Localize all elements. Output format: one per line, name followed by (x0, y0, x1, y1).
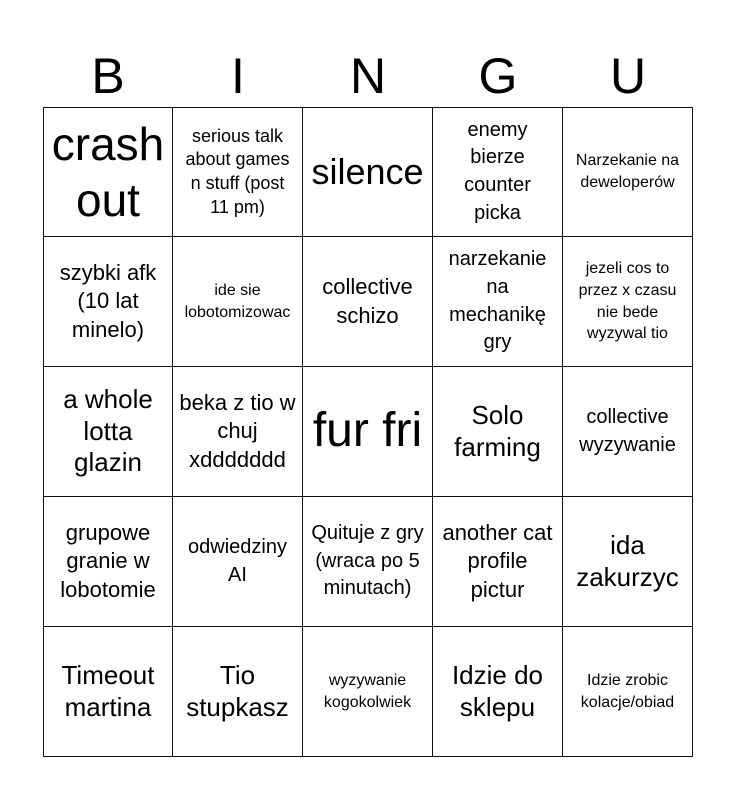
bingo-header (43, 44, 693, 108)
header-letter-g: G (478, 48, 518, 104)
cell-text: Timeout martina (61, 659, 155, 722)
cell-text: jezeli cos to przez x czasu nie bede wyzywal tio (578, 260, 677, 343)
bingo-cell-r5c4[interactable] (433, 627, 563, 757)
cell-text: fur fri (312, 404, 423, 458)
cell-text: Quituje z gry (wraca po 5 minutach) (311, 522, 424, 600)
bingo-cell-r4c3[interactable] (303, 497, 433, 627)
bingo-cell-r5c2[interactable] (173, 627, 303, 757)
cell-text: enemy bierze counter picka (464, 118, 531, 224)
bingo-cell-r1c2[interactable] (173, 107, 303, 237)
cell-text: Idzie zrobic kolacje/obiad (580, 671, 675, 711)
bingo-cell-r4c4[interactable] (433, 497, 563, 627)
cell-text: wyzywanie kogokolwiek (323, 671, 412, 711)
bingo-cell-r3c3[interactable] (303, 367, 433, 497)
cell-text: Idzie do sklepu (451, 659, 544, 722)
cell-text: Solo farming (454, 399, 541, 462)
header-letter-u: U (609, 48, 647, 104)
bingo-board (43, 107, 693, 757)
cell-text: szybki afk (10 lat minelo) (59, 259, 157, 342)
bingo-cell-r1c3[interactable] (303, 107, 433, 237)
header-letter-n: N (349, 48, 387, 104)
cell-text: collective wyzywanie (579, 405, 676, 456)
bingo-cell-r2c2[interactable] (173, 237, 303, 367)
bingo-cell-r1c4[interactable] (433, 107, 563, 237)
cell-text: odwiedziny AI (188, 535, 287, 586)
cell-text: crash out (51, 117, 165, 226)
cell-text: a whole lotta glazin (63, 383, 153, 478)
cell-text: beka z tio w chuj xddddddd (179, 389, 296, 472)
bingo-cell-r3c5[interactable] (563, 367, 693, 497)
cell-text: collective schizo (322, 273, 413, 328)
bingo-cell-r5c1[interactable] (43, 627, 173, 757)
cell-text: Tio stupkasz (186, 659, 289, 722)
bingo-cell-r2c3[interactable] (303, 237, 433, 367)
bingo-cell-r5c5[interactable] (563, 627, 693, 757)
cell-text: narzekanie na mechanikę gry (448, 248, 547, 354)
bingo-cell-r2c1[interactable] (43, 237, 173, 367)
bingo-cell-r4c2[interactable] (173, 497, 303, 627)
cell-text: another cat profile pictur (442, 519, 553, 602)
bingo-cell-r3c1[interactable] (43, 367, 173, 497)
cell-text: Narzekanie na deweloperów (575, 152, 680, 191)
header-letter-i: I (231, 48, 245, 104)
header-letter-b: B (91, 48, 125, 104)
bingo-cell-r1c1[interactable] (43, 107, 173, 237)
cell-text: ida zakurzyc (576, 529, 679, 592)
cell-text: grupowe granie w lobotomie (60, 519, 156, 602)
bingo-cell-r3c2[interactable] (173, 367, 303, 497)
cell-text: silence (311, 151, 424, 193)
cell-text: ide sie lobotomizowac (184, 281, 291, 321)
bingo-cell-r2c5[interactable] (563, 237, 693, 367)
bingo-cell-r4c1[interactable] (43, 497, 173, 627)
bingo-cell-r5c3[interactable] (303, 627, 433, 757)
bingo-cell-r4c5[interactable] (563, 497, 693, 627)
bingo-cell-r3c4[interactable] (433, 367, 563, 497)
bingo-cell-r2c4[interactable] (433, 237, 563, 367)
cell-text: serious talk about games n stuff (post 11 pm) (185, 125, 290, 217)
bingo-cell-r1c5[interactable] (563, 107, 693, 237)
